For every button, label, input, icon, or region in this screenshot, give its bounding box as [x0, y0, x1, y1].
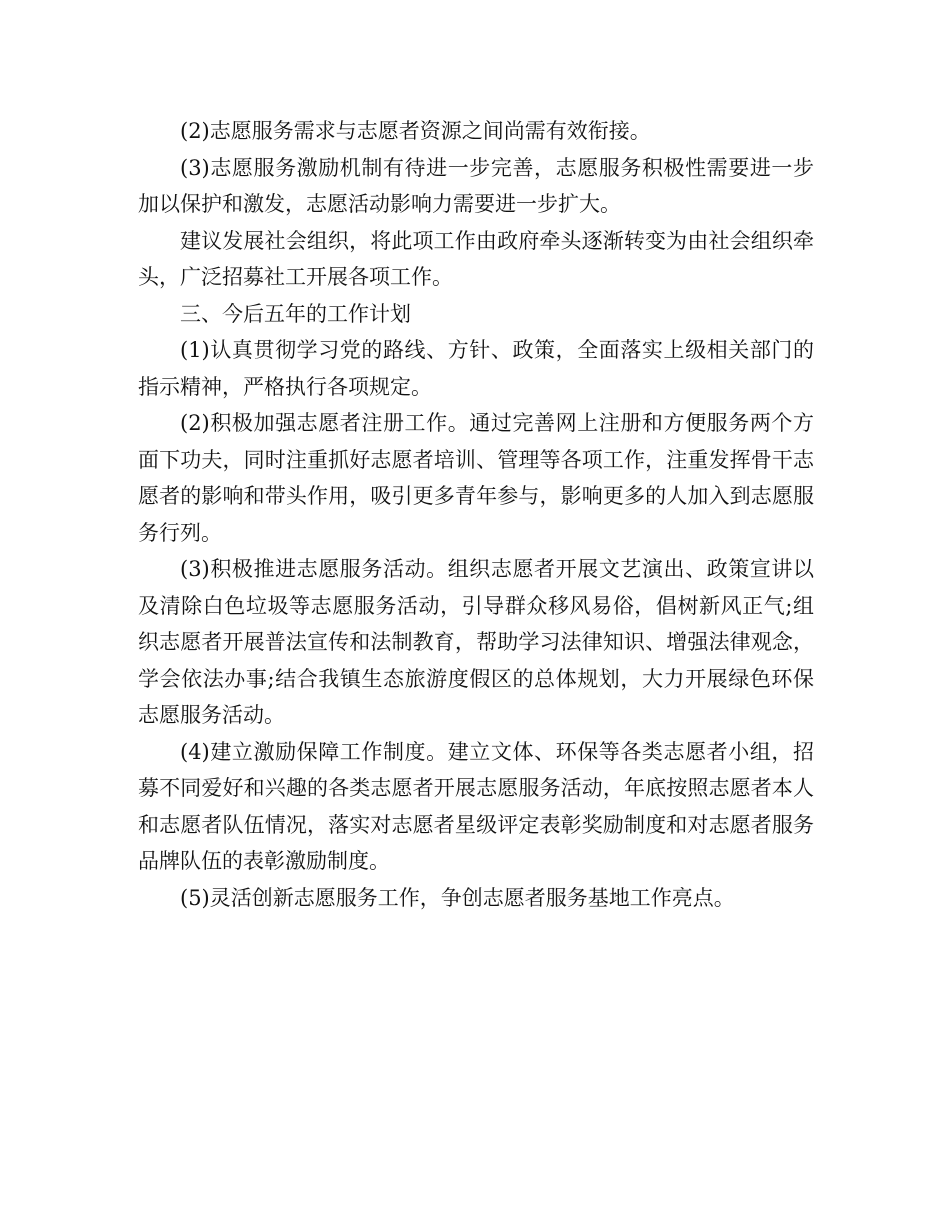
paragraph-plan-5: (5)灵活创新志愿服务工作，争创志愿者服务基地工作亮点。 — [180, 885, 735, 910]
paragraph-plan-1: (1)认真贯彻学习党的路线、方针、政策，全面落实上级相关部门的指示精神，严格执行各项规定。 — [138, 338, 814, 399]
section-heading-plan: 三、今后五年的工作计划 — [180, 301, 411, 326]
paragraph-issue-3: (3)志愿服务激励机制有待进一步完善，志愿服务积极性需要进一步加以保护和激发，志愿活动影响力需要进一步扩大。 — [138, 155, 814, 216]
document-body — [138, 113, 814, 916]
paragraph-issue-2: (2)志愿服务需求与志愿者资源之间尚需有效衔接。 — [180, 119, 651, 143]
paragraph-plan-4: (4)建立激励保障工作制度。建立文体、环保等各类志愿者小组，招募不同爱好和兴趣的各类志愿者开展志愿服务活动，年底按照志愿者本人和志愿者队伍情况，落实对志愿者星级评定表彰奖励制度和对志愿者服务品牌队伍的表彰激励制度。 — [138, 739, 814, 873]
paragraph-plan-3: (3)积极推进志愿服务活动。组织志愿者开展文艺演出、政策宣讲以及清除白色垃圾等志愿服务活动，引导群众移风易俗，倡树新风正气;组织志愿者开展普法宣传和法制教育，帮助学习法律知识、增强法律观念，学会依法办事;结合我镇生态旅游度假区的总体规划，大力开展绿色环保志愿服务活动。 — [138, 557, 814, 727]
paragraph-plan-2: (2)积极加强志愿者注册工作。通过完善网上注册和方便服务两个方面下功夫，同时注重抓好志愿者培训、管理等各项工作，注重发挥骨干志愿者的影响和带头作用，吸引更多青年参与，影响更多的人加入到志愿服务行列。 — [138, 411, 814, 545]
paragraph-suggestion: 建议发展社会组织，将此项工作由政府牵头逐渐转变为由社会组织牵头，广泛招募社工开展各项工作。 — [138, 228, 814, 289]
